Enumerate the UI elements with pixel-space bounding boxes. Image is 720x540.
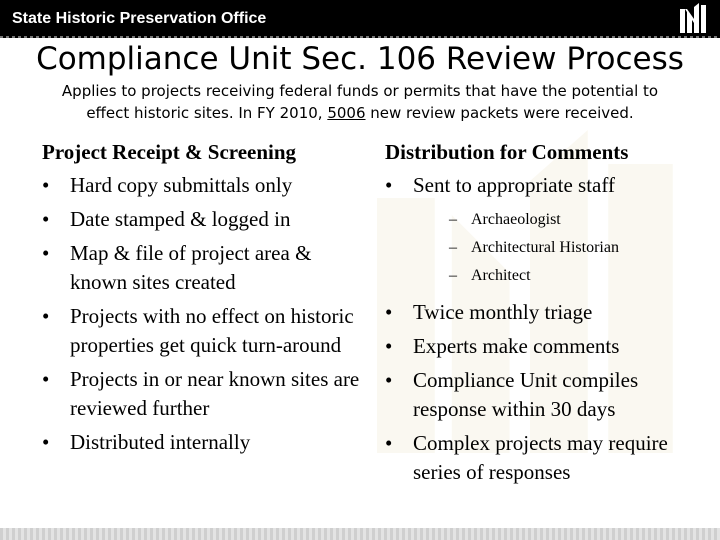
list-item: • Date stamped & logged in	[42, 205, 362, 234]
list-item	[385, 171, 710, 290]
list-item: • Twice monthly triage	[385, 298, 710, 327]
m-bar-logo-icon	[678, 3, 708, 35]
sub-list-item: – Architect	[449, 262, 710, 290]
list-item: • Hard copy submittals only	[42, 171, 362, 200]
staff-sub-list	[413, 206, 710, 290]
sub-list-item: – Architectural Historian	[449, 234, 710, 262]
list-item: • Experts make comments	[385, 332, 710, 361]
sub-list-item: – Archaeologist	[449, 206, 710, 234]
footer-bar	[0, 528, 720, 540]
list-item: • Projects in or near known sites are reviewed further	[42, 365, 362, 423]
list-item: • Projects with no effect on historic properties get quick turn-around	[42, 302, 362, 360]
left-column	[42, 138, 362, 462]
list-item: • Map & file of project area & known sites created	[42, 239, 362, 297]
page-title: Compliance Unit Sec. 106 Review Process	[36, 41, 684, 77]
list-item: • Compliance Unit compiles response within 30 days	[385, 366, 710, 424]
subtitle-text-after: new review packets were received.	[365, 104, 634, 122]
list-item: • Complex projects may require series of responses	[385, 429, 710, 487]
subtitle-text-before: Applies to projects receiving federal funds or permits that have the potential to effect historic sites. In FY 2010,	[61, 82, 659, 122]
packet-count: 5006	[327, 104, 366, 122]
list-item: • Distributed internally	[42, 428, 362, 457]
right-column	[385, 138, 710, 492]
org-name: State Historic Preservation Office	[12, 10, 267, 27]
left-bullet-list	[42, 171, 362, 457]
page-subtitle	[40, 80, 680, 124]
left-column-heading: Project Receipt & Screening	[42, 140, 297, 164]
right-column-heading: Distribution for Comments	[385, 140, 629, 164]
right-bullet-list	[385, 171, 710, 487]
list-item-text: Sent to appropriate staff	[413, 173, 615, 197]
header-bar	[0, 0, 720, 38]
